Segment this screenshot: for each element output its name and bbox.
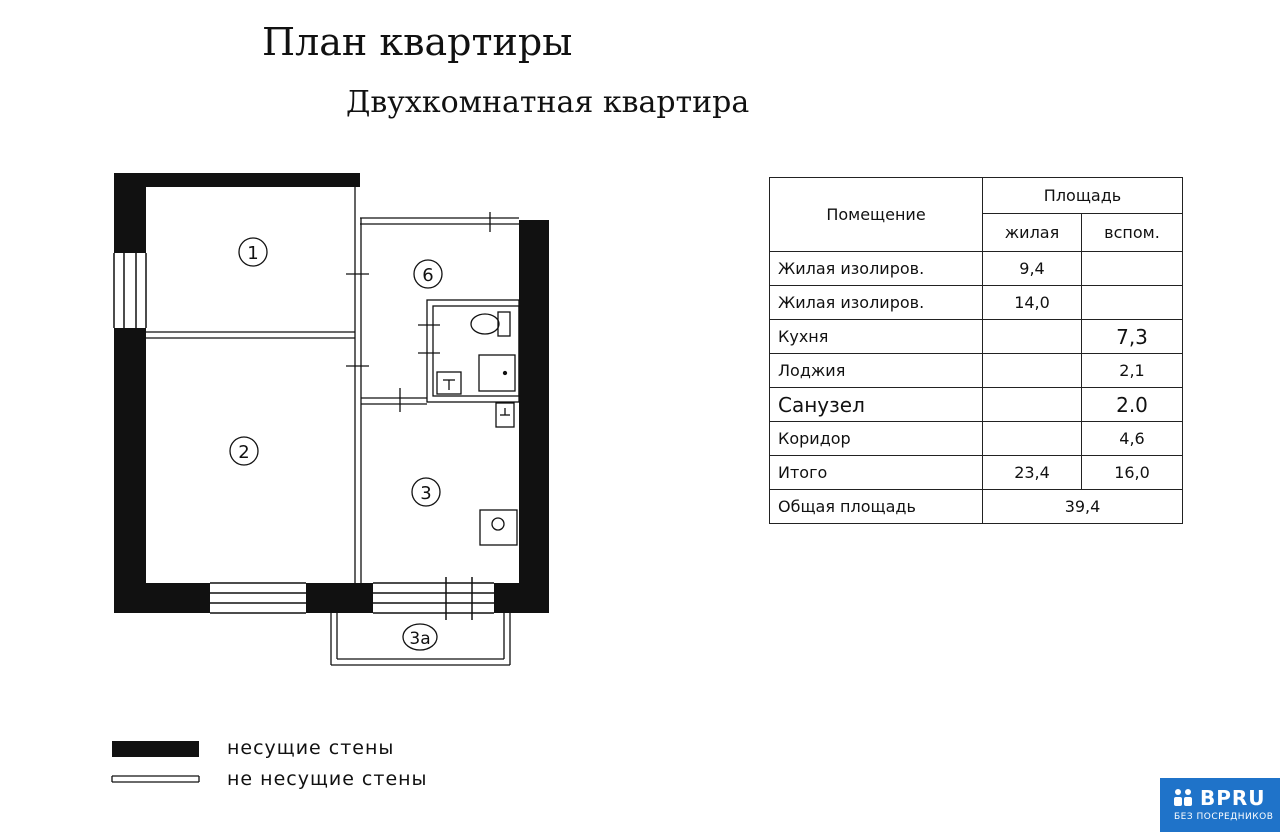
- room-marker-2: [230, 437, 258, 465]
- svg-text:1: 1: [247, 243, 259, 264]
- table-row: [770, 388, 1183, 422]
- room-name: Коридор: [770, 422, 983, 456]
- living-area: 14,0: [983, 286, 1082, 320]
- room-name: Кухня: [770, 320, 983, 354]
- living-area: 9,4: [983, 252, 1082, 286]
- left-window: [114, 253, 146, 328]
- living-area: [983, 354, 1082, 388]
- svg-text:6: 6: [422, 265, 434, 286]
- svg-text:2: 2: [238, 442, 250, 463]
- brand-logo: BPRU: [1200, 786, 1266, 810]
- top-wall: [114, 173, 360, 187]
- kitchen-sink-icon: [496, 403, 514, 427]
- brand-badge[interactable]: [1160, 778, 1280, 832]
- page-title: План квартиры: [262, 20, 573, 64]
- aux-area: 7,3: [1082, 320, 1183, 354]
- living-area: [983, 422, 1082, 456]
- room-name: Итого: [770, 456, 983, 490]
- legend-non-bearing-label: не несущие стены: [227, 768, 428, 790]
- table-row: [770, 286, 1183, 320]
- shower-tray-icon: [479, 355, 515, 391]
- aux-area: 4,6: [1082, 422, 1183, 456]
- legend-bearing-swatch: [112, 741, 199, 757]
- total-label: Общая площадь: [770, 490, 983, 524]
- sink-icon: [437, 372, 461, 394]
- legend-bearing-label: несущие стены: [227, 737, 395, 759]
- room-marker-1: [239, 238, 267, 266]
- page-subtitle: Двухкомнатная квартира: [346, 85, 750, 120]
- living-area: [983, 388, 1082, 422]
- bottom-wall-left: [114, 583, 210, 613]
- table-row: [770, 456, 1183, 490]
- living-area: 23,4: [983, 456, 1082, 490]
- room-name: Лоджия: [770, 354, 983, 388]
- room-marker-3: [412, 478, 440, 506]
- aux-area: 16,0: [1082, 456, 1183, 490]
- col-living-header: жилая: [983, 214, 1082, 252]
- brand-slogan: БЕЗ ПОСРЕДНИКОВ: [1174, 812, 1274, 822]
- left-wall-lower: [114, 328, 146, 613]
- svg-text:3: 3: [420, 483, 432, 504]
- aux-area: 2.0: [1082, 388, 1183, 422]
- aux-area: [1082, 286, 1183, 320]
- bearing-walls: [114, 173, 549, 613]
- svg-text:3а: 3а: [409, 629, 431, 649]
- left-wall-upper: [114, 173, 146, 253]
- right-wall: [519, 220, 549, 613]
- stove-icon: [480, 510, 517, 545]
- living-area: [983, 320, 1082, 354]
- room-marker-3a: [403, 624, 437, 650]
- table-row: [770, 422, 1183, 456]
- people-icon: [1172, 787, 1194, 807]
- room-marker-6: [414, 260, 442, 288]
- legend-non-bearing-swatch: [112, 776, 199, 782]
- aux-area: [1082, 252, 1183, 286]
- total-value: 39,4: [983, 490, 1183, 524]
- toilet-icon: [471, 312, 510, 336]
- non-bearing-walls: [146, 187, 519, 583]
- aux-area: 2,1: [1082, 354, 1183, 388]
- table-row: [770, 320, 1183, 354]
- col-room-header: Помещение: [770, 178, 983, 252]
- total-row: [770, 490, 1183, 524]
- area-table: [769, 177, 1183, 524]
- room-name: Жилая изолиров.: [770, 286, 983, 320]
- bottom-wall-middle: [306, 583, 373, 613]
- room-name: Жилая изолиров.: [770, 252, 983, 286]
- col-area-header: Площадь: [983, 178, 1183, 214]
- col-aux-header: вспом.: [1082, 214, 1183, 252]
- table-row: [770, 252, 1183, 286]
- room-name: Санузел: [770, 388, 983, 422]
- table-row: [770, 354, 1183, 388]
